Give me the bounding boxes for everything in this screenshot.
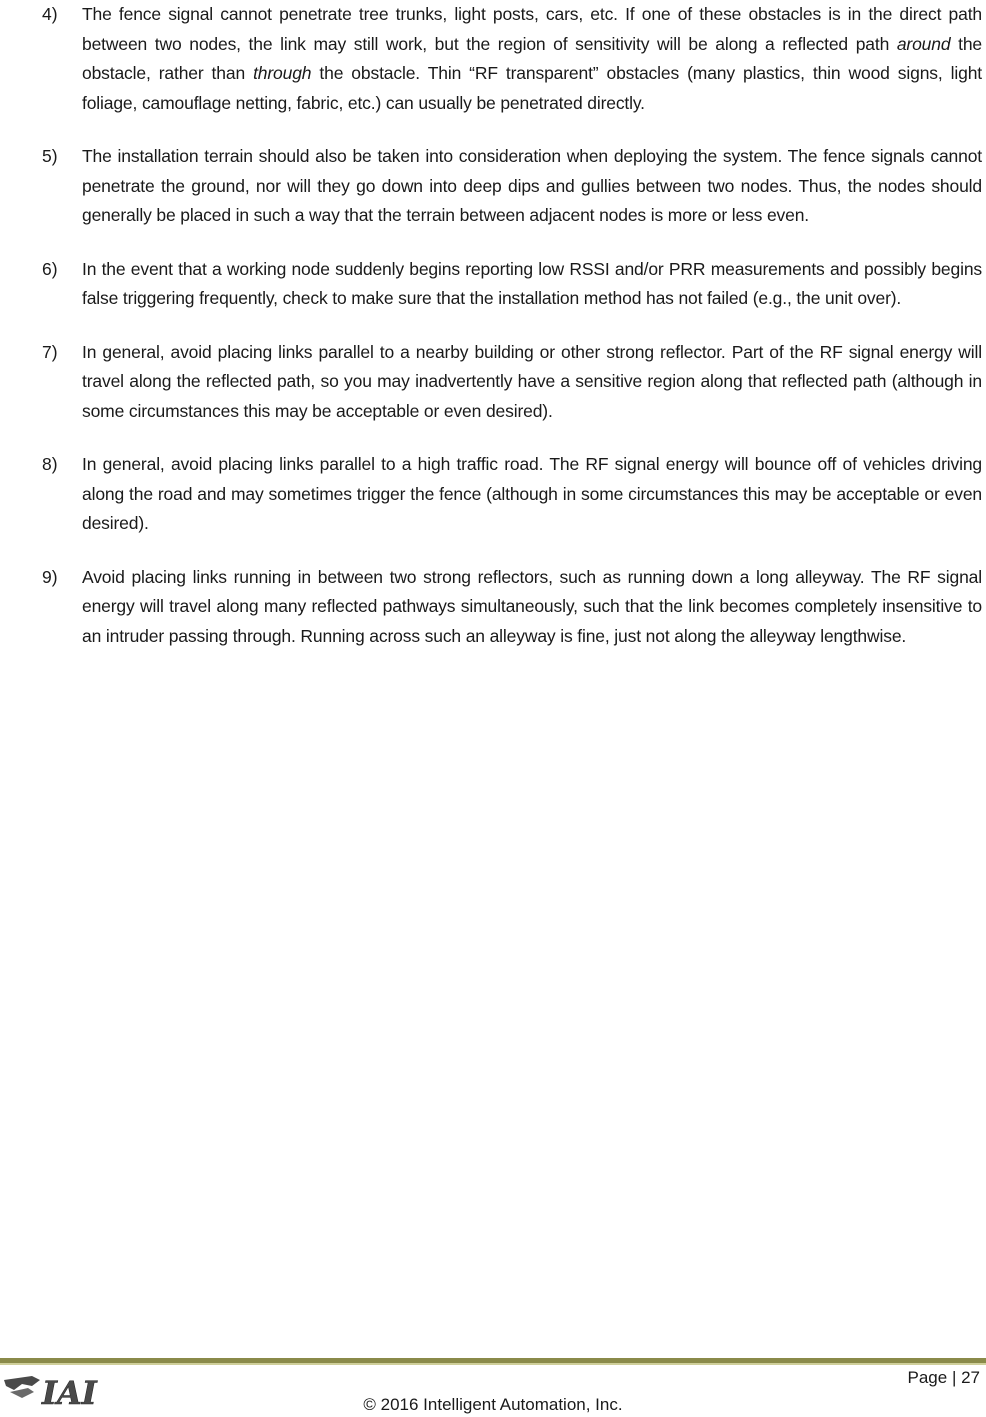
item-text: The installation terrain should also be taken into consideration when deploying the system. The fence signals cannot penetrate the ground, nor will they go down into deep dips and gullies between two nodes. Thus, the nodes should generally be placed in such a way that the terrain between adjacent nodes is more or less even. <box>82 146 982 225</box>
list-item <box>42 142 982 231</box>
list-item <box>42 0 982 118</box>
emphasis-around: around <box>896 33 951 54</box>
list-item <box>42 563 982 652</box>
logo-lettering: IAI <box>42 1374 97 1410</box>
guideline-list <box>42 0 982 675</box>
footer-rule-accent <box>0 1363 986 1365</box>
list-item <box>42 338 982 427</box>
item-number: 8) <box>42 454 58 474</box>
item-text: In general, avoid placing links parallel to a high traffic road. The RF signal energy will bounce off of vehicles driving along the road and may sometimes trigger the fence (although in some circumstances this may be acceptable or even desired). <box>82 454 982 533</box>
list-item <box>42 255 982 314</box>
copyright-notice: © 2016 Intelligent Automation, Inc. <box>363 1395 623 1414</box>
page-number: Page | 27 <box>907 1368 980 1387</box>
item-number: 9) <box>42 566 58 587</box>
item-text: Avoid placing links running in between two strong reflectors, such as running down a long alleyway. The RF signal energy will travel along many reflected pathways simultaneously, such that the link becomes completely insensitive to an intruder passing through. Running across such an alleyway is fine, just not along the alleyway lengthwise. <box>82 566 982 646</box>
item-text: In the event that a working node suddenly begins reporting low RSSI and/or PRR measurements and possibly begins false triggering frequently, check to make sure that the installation method has not failed (e.g., the unit over). <box>82 258 982 308</box>
emphasis-through: through <box>253 63 312 83</box>
item-number: 6) <box>42 258 58 279</box>
item-number: 5) <box>42 146 58 166</box>
item-text: The fence signal cannot penetrate tree trunks, light posts, cars, etc. If one of these obstacles is in the direct path between two nodes, the link may still work, but the region of sensitivity will be along a reflected path around the obstacle, rather than through the obstacle. Thin “RF transparent” obstacles (many plastics, thin wood signs, light foliage, camouflage netting, fabric, etc.) can usually be penetrated directly. <box>82 4 983 113</box>
item-number: 4) <box>42 4 58 24</box>
list-item <box>42 450 982 539</box>
item-number: 7) <box>42 341 58 362</box>
item-text: In general, avoid placing links parallel to a nearby building or other strong reflector. Part of the RF signal energy will travel along the reflected path, so you may inadvertently have a sensitive region along that reflected path (although in some circumstances this may be acceptable or even desired). <box>82 341 982 421</box>
